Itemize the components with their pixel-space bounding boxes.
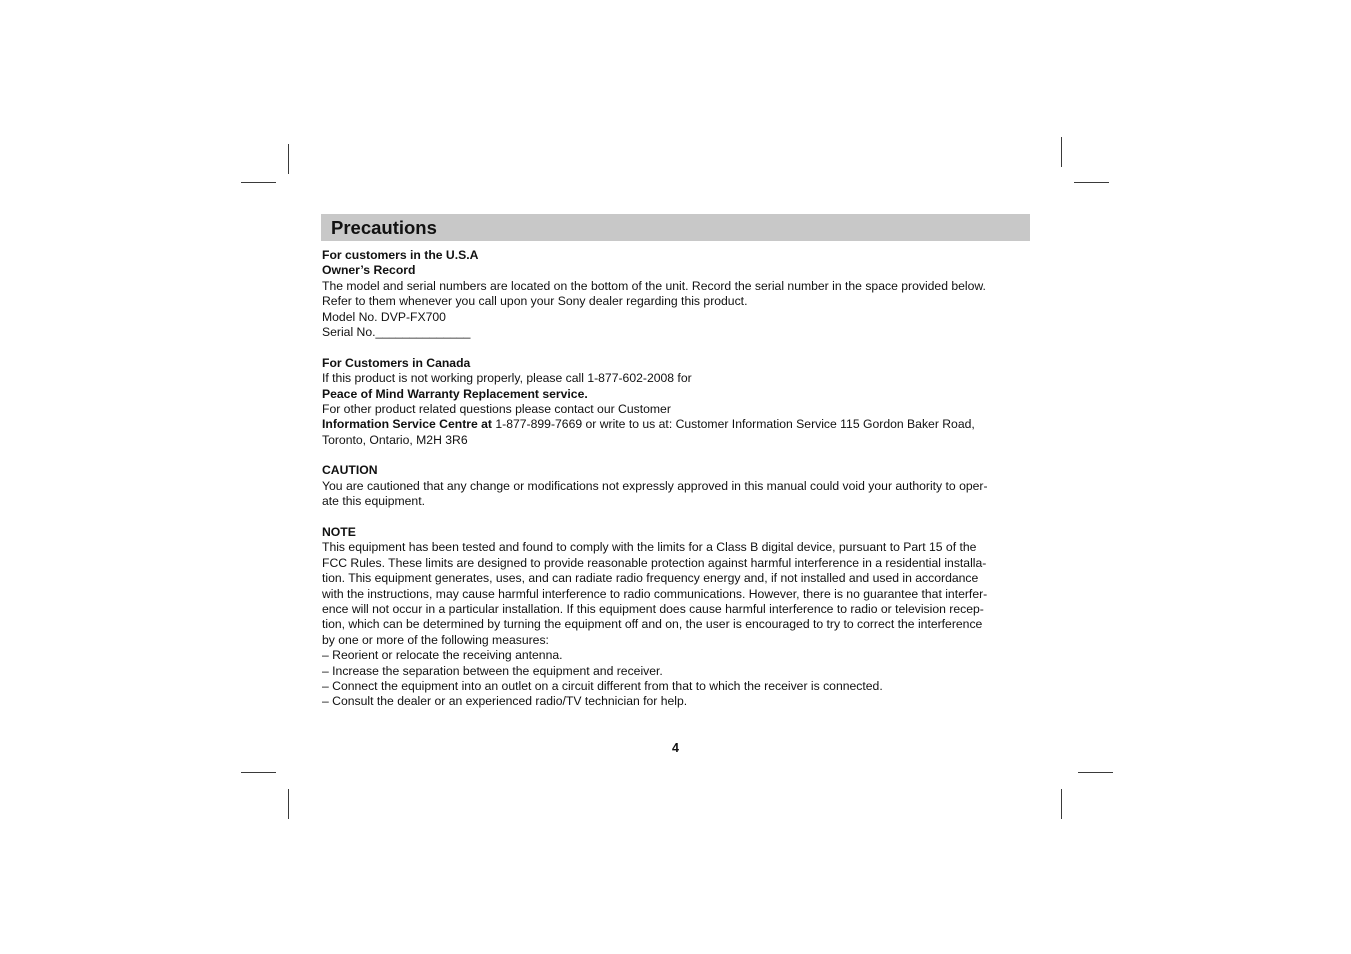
note-text-line: This equipment has been tested and found to comply with the limits for a Class B digital device, pursuant to Part 15 of the: [322, 540, 977, 555]
info-service-label: Information Service Centre at: [322, 417, 492, 432]
note-text-line: tion. This equipment generates, uses, and can radiate radio frequency energy and, if not installed and used in accordance: [322, 571, 979, 586]
note-text-line: FCC Rules. These limits are designed to provide reasonable protection against harmful interference in a residential installa-: [322, 555, 987, 570]
note-measure-item: – Connect the equipment into an outlet on a circuit different from that to which the receiver is connected.: [322, 678, 883, 693]
canada-address-line: Toronto, Ontario, M2H 3R6: [322, 432, 468, 447]
canada-heading: For Customers in Canada: [322, 355, 471, 370]
spacer: [322, 510, 1030, 525]
caution-text-line: You are cautioned that any change or modifications not expressly approved in this manual could void your authority to oper-: [322, 478, 988, 493]
canada-text-line: If this product is not working properly, please call 1-877-602-2008 for: [322, 371, 692, 386]
note-text-line: with the instructions, may cause harmful interference to radio communications. However, there is no guarantee that interfer-: [322, 586, 988, 601]
spacer: [322, 340, 1030, 355]
caution-text-line: ate this equipment.: [322, 494, 425, 509]
usa-heading: For customers in the U.S.A: [322, 248, 479, 262]
serial-number-line: Serial No.______________: [322, 324, 471, 339]
spacer: [322, 448, 1030, 463]
usa-text-line: The model and serial numbers are located on the bottom of the unit. Record the serial number in the space provided below.: [322, 278, 986, 293]
owners-record-heading: Owner’s Record: [322, 263, 416, 278]
crop-mark-top-right-vertical: [1061, 137, 1062, 167]
note-heading: NOTE: [322, 525, 356, 540]
note-text-line: tion, which can be determined by turning the equipment off and on, the user is encouraged to try to correct the interference: [322, 617, 983, 632]
warranty-service-line: Peace of Mind Warranty Replacement service.: [322, 386, 588, 401]
crop-mark-top-left-vertical: [288, 144, 289, 174]
page-title: Precautions: [331, 217, 437, 238]
note-text-line: by one or more of the following measures:: [322, 632, 549, 647]
page-number: 4: [672, 741, 679, 755]
crop-mark-bottom-left-vertical: [288, 789, 289, 819]
crop-mark-bottom-right-horizontal: [1078, 772, 1113, 773]
note-text-line: ence will not occur in a particular installation. If this equipment does cause harmful interference to radio or television recep-: [322, 601, 984, 616]
info-service-line: [322, 417, 1030, 432]
note-measure-item: – Reorient or relocate the receiving antenna.: [322, 648, 563, 663]
crop-mark-bottom-right-vertical: [1061, 789, 1062, 819]
caution-heading: CAUTION: [322, 463, 378, 478]
usa-text-line: Refer to them whenever you call upon your Sony dealer regarding this product.: [322, 294, 748, 309]
note-measure-item: – Consult the dealer or an experienced radio/TV technician for help.: [322, 694, 688, 709]
info-service-details: 1-877-899-7669 or write to us at: Customer Information Service 115 Gordon Baker Road,: [492, 417, 975, 432]
model-number-line: Model No. DVP-FX700: [322, 309, 446, 324]
canada-text-line: For other product related questions please contact our Customer: [322, 401, 671, 416]
crop-mark-bottom-left-horizontal: [241, 772, 276, 773]
crop-mark-top-right-horizontal: [1074, 182, 1109, 183]
section-header-bar: [321, 214, 1030, 241]
note-measure-item: – Increase the separation between the equipment and receiver.: [322, 663, 663, 678]
crop-mark-top-left-horizontal: [241, 182, 276, 183]
document-body: [322, 248, 1030, 710]
